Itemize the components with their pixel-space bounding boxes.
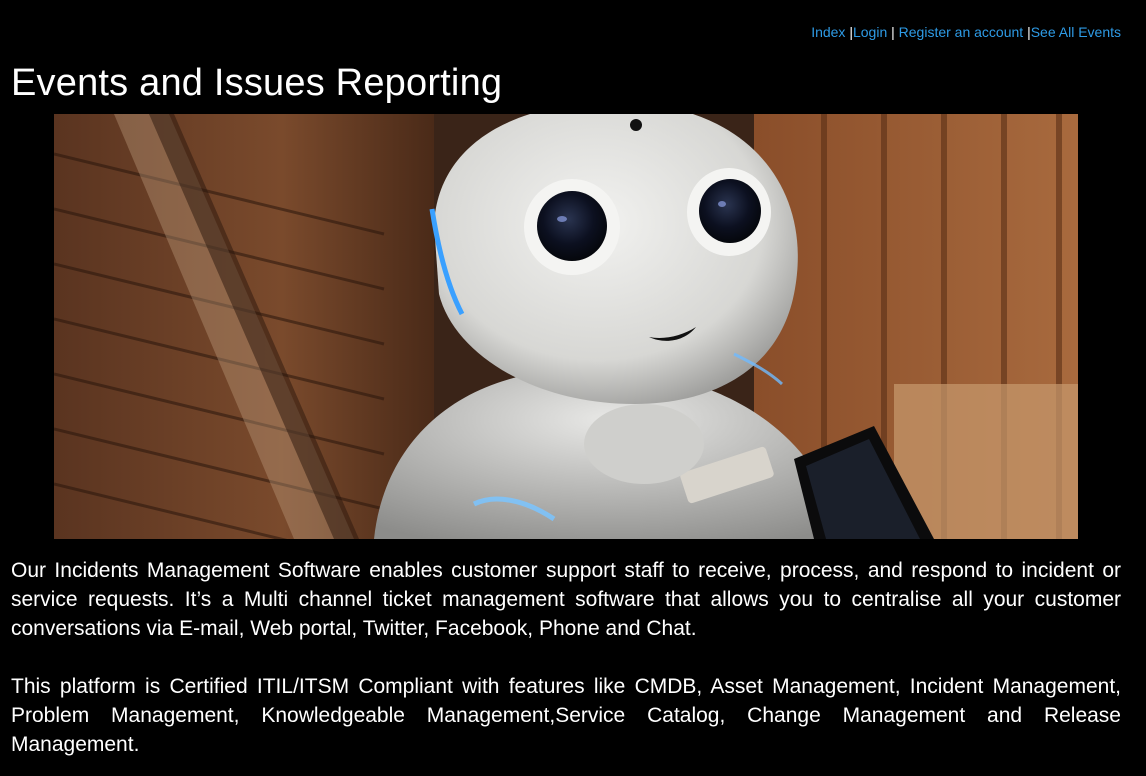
nav-separator: | [849, 24, 853, 40]
description [11, 556, 1121, 776]
nav-separator: | [891, 24, 899, 40]
nav-link-see-all-events[interactable]: See All Events [1030, 24, 1121, 40]
nav-separator: | [1027, 24, 1031, 40]
nav-link-register[interactable]: Register an account [898, 24, 1024, 40]
robot-photo [54, 114, 1078, 539]
description-paragraph-2: This platform is Certified ITIL/ITSM Compliant with features like CMDB, Asset Management, Incident Management, Problem Management, Knowledgeable Management,Service Catalog, Change Management and Release Management. [11, 675, 1121, 756]
nav-link-login[interactable]: Login [852, 24, 888, 40]
nav-link-index[interactable]: Index [811, 24, 846, 40]
description-paragraph-1: Our Incidents Management Software enables customer support staff to receive, process, and respond to incident or service requests. It’s a Multi channel ticket management software that allows you to centralise all your customer conversations via E-mail, Web portal, Twitter, Facebook, Phone and Chat. [11, 559, 1121, 640]
page-title: Events and Issues Reporting [11, 62, 503, 104]
hero-image [54, 114, 1078, 539]
top-navigation [811, 24, 1121, 40]
